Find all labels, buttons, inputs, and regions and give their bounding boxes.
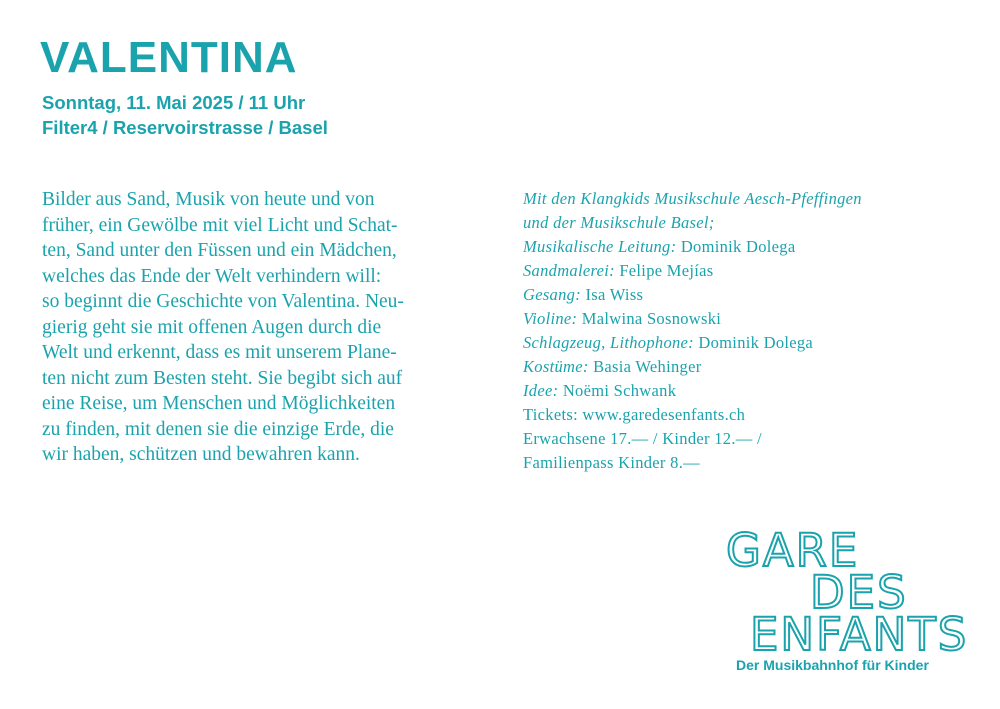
- description-line: Welt und erkennt, dass es mit unserem Plane-: [42, 342, 397, 363]
- description-line: ten nicht zum Besten steht. Sie begibt sich auf: [42, 367, 403, 389]
- gare-des-enfants-logo: [720, 520, 980, 680]
- prices-line-1: Erwachsene 17.— / Kinder 12.— /: [523, 429, 762, 448]
- credit-role: Kostüme:: [523, 357, 589, 376]
- credit-row: [523, 259, 862, 283]
- logo-line-gare: GARE: [726, 524, 860, 577]
- credit-name: Noëmi Schwank: [562, 381, 677, 400]
- credit-name: Dominik Dolega: [680, 237, 796, 256]
- event-date-time: Sonntag, 11. Mai 2025 / 11 Uhr: [42, 92, 306, 113]
- event-meta: [42, 90, 328, 140]
- credit-role: Schlagzeug, Lithophone:: [523, 333, 694, 352]
- credit-row: [523, 307, 862, 331]
- credits-intro: [523, 187, 862, 211]
- credit-row: [523, 331, 862, 355]
- description-line: wir haben, schützen und bewahren kann.: [42, 444, 360, 465]
- prices-line-2: Familienpass Kinder 8.—: [523, 453, 700, 472]
- description-line: eine Reise, um Menschen und Möglichkeiten: [42, 393, 396, 414]
- credit-row: [523, 355, 862, 379]
- credit-name: Felipe Mejías: [619, 261, 714, 280]
- credit-role: Sandmalerei:: [523, 261, 615, 280]
- credit-name: Isa Wiss: [585, 285, 644, 304]
- credit-row: [523, 235, 862, 259]
- credit-row: [523, 379, 862, 403]
- credits: [523, 187, 862, 475]
- description-line: gierig geht sie mit offenen Augen durch die: [42, 316, 382, 338]
- logo-line-enfants: ENFANTS: [750, 608, 969, 661]
- description-line: welches das Ende der Welt verhindern will:: [42, 265, 382, 287]
- credits-intro-line-2: und der Musikschule Basel;: [523, 213, 715, 232]
- credit-role: Gesang:: [523, 285, 582, 304]
- credit-row: [523, 283, 862, 307]
- credit-role: Violine:: [523, 309, 578, 328]
- credit-role: Musikalische Leitung:: [523, 237, 677, 256]
- event-title: VALENTINA: [40, 33, 298, 82]
- description-line: Bilder aus Sand, Musik von heute und von: [42, 189, 375, 210]
- tickets-info: Tickets: www.garedesenfants.ch: [523, 405, 746, 424]
- credits-intro-line-1: Mit den Klangkids Musikschule Aesch-Pfeffingen: [523, 189, 862, 208]
- description-line: früher, ein Gewölbe mit viel Licht und Schat-: [42, 214, 398, 236]
- credit-name: Dominik Dolega: [698, 333, 814, 352]
- credit-name: Malwina Sosnowski: [581, 309, 722, 328]
- logo-tagline: Der Musikbahnhof für Kinder: [736, 657, 929, 673]
- event-venue: Filter4 / Reservoirstrasse / Basel: [42, 117, 328, 138]
- credit-role: Idee:: [523, 381, 559, 400]
- description-line: so beginnt die Geschichte von Valentina. Neu-: [42, 291, 404, 312]
- description-line: zu finden, mit denen sie die einzige Erde, die: [42, 418, 394, 440]
- credit-name: Basia Wehinger: [593, 357, 702, 376]
- description-line: ten, Sand unter den Füssen und ein Mädchen,: [42, 240, 397, 261]
- event-description: [42, 187, 492, 468]
- logo-line-des: DES: [810, 566, 908, 619]
- credits-intro: [523, 211, 862, 235]
